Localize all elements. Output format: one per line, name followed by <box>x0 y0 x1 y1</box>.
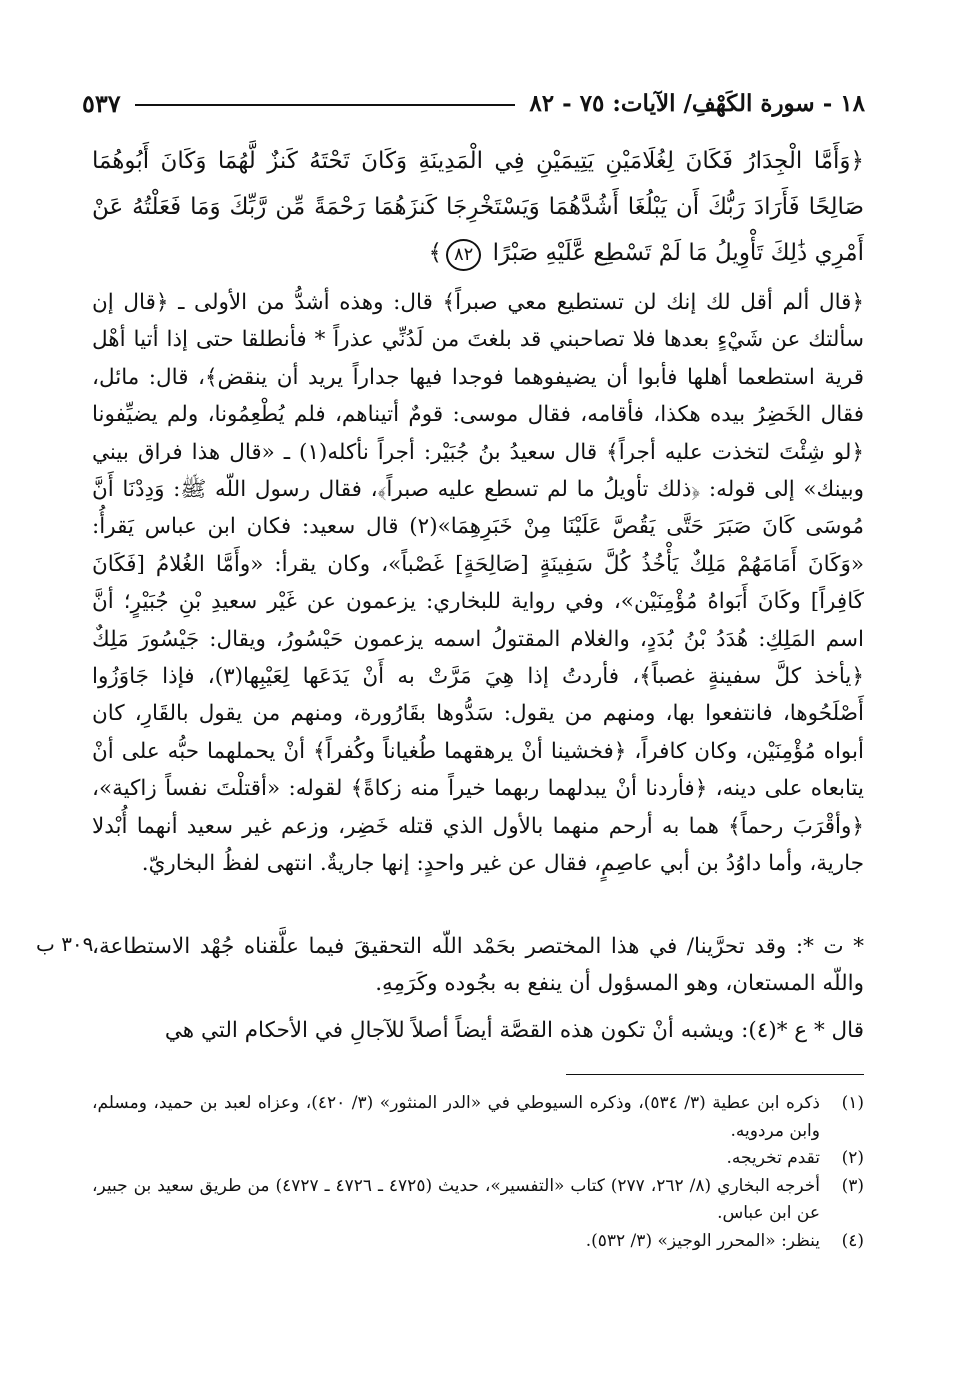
closing-paragraph: قال * ع *(٤): ويشبه أنْ تكون هذه القصَّة أيضاً أصلاً للآجالِ في الأحكام التي هي <box>164 1018 864 1043</box>
quran-verse <box>92 138 864 276</box>
footnote <box>92 1145 864 1173</box>
footnote-number: (٤) <box>841 1230 864 1251</box>
surah-title: ١٨ - سورة الكَهْفِ/ الآيات: ٧٥ - ٨٢ <box>529 89 865 117</box>
footnote-number: (٣) <box>841 1175 864 1196</box>
footnote-text: ذكره ابن عطية (٣/ ٥٣٤)، وذكره السيوطي في «الدر المنثور» (٣/ ٤٢٠)، وعزاه لعبد بن حميد، ومسلم، وابن مردويه. <box>92 1093 820 1141</box>
footnote-text: تقدم تخريجه. <box>726 1148 820 1168</box>
author-note-paragraph: * ت *: وقد تحرَّينا/ في هذا المختصر بحَمْد اللّه التحقيقَ فيما علَّقناه جُهْد الاستطاعة، واللّه المستعان، وهو المسؤول أن ينفع به بجُوده وكَرَمِهِ. <box>92 934 864 996</box>
footnote <box>92 1090 864 1145</box>
commentary-paragraph: ﴿قال ألم أقل لك إنك لن تستطيع معي صبراً﴾ قال: وهذه أشدُّ من الأولى ـ ﴿قال إن سألتك عن شَيْءٍ بعدها فلا تصاحبني قد بلغتَ من لَدُنِّي عذراً * فأنطلقا حتى إذا أتيا أهْل قرية استطعما أهلها فأبوا أن يضيفوهما فوجدا فيها جداراً يريد أن ينقض﴾، قال: مائل، فقال الخَضِرُ بيده هكذا، فأقامه، فقال موسى: قومٌ أتيناهم، فلم يُطْعِمُونا، ولم يضيِّفونا ﴿لو شِئْتَ لتخذت عليه أجراً﴾ قال سعيدُ بنُ جُبَيْر: أجراً نأكله(١) ـ «قال هذا فراق بيني وبينك» إلى قوله: ﴿ذلك تأويلُ ما لم تسطع عليه صبراً﴾، فقال رسول اللّه ﷺ: وَدِدْنَا أَنَّ مُوسَى كَانَ صَبَرَ حَتَّى يَقُصَّ عَلَيْنَا مِنْ خَبَرِهِمَا»(٢) قال سعيد: فكان ابن عباس يَقرأُ: «وَكَانَ أَمَامَهُمْ مَلِكٌ يَأْخُذُ كُلَّ سَفِينَةٍ [صَالِحَةٍ] غَصْباً»، وكان يقرأ: «وأَمَّا الغُلامُ [فَكَانَ كَافِراً] وكَانَ أَبَواهُ مُؤْمِنَيْن»، وفي رواية للبخاري: يزعمون عن غَيْر سعيدِ بْنِ جُبَيْرٍ؛ أنَّ اسم المَلِكِ: هُدَدُ بْنُ بُدَدٍ، والغلام المقتولُ اسمه يزعمون حَيْسُورُ، ويقال: جَيْسُورَ مَلِكٌ ﴿يأخذ كلَّ سفينةٍ غصباً﴾، فأردتُ إذا هِيَ مَرَّتْ به أَنْ يَدَعَها لِعَيْبِها(٣)، فإذا جَاوَزُوا أَصْلَحُوها، فانتفعوا بها، ومنهم من يقول: سَدُّوها بقَارُورة، ومنهم من يقول بالقَارِ، كان أبواه مُؤْمِنَيْن، وكان كافراً، ﴿فخشينا أنْ يرهقهما طُغياناً وكُفراً﴾ أنْ يحملهما حبُّه على أنْ يتابعاه على دينه، ﴿فأردنا أنْ يبدلهما ربهما خيراً منه زكاةً﴾ لقوله: «أقتلْتَ نفساً زاكية»، ﴿وأقْرَبَ رحماً﴾ هما به أرحم منهما بالأول الذي قتله خَضِر، وزعم غير سعيد أنهما أُبْدلا جارية، وأما داوُدُ بن أبي عاصِمٍ، فقال عن غير واحدٍ: إنها جاريةٌ. انتهى لفظُ البخاريّ. <box>92 290 864 877</box>
manuscript-margin-reference: ٣٠٩ ب <box>36 932 94 956</box>
footnote <box>92 1173 864 1228</box>
footnotes <box>92 1090 864 1255</box>
footnote-text: أخرجه البخاري (٨/ ٢٦٢، ٢٧٧) كتاب «التفسير»، حديث (٤٧٢٥ ـ ٤٧٢٦ ـ ٤٧٢٧) من طريق سعيد بن جبير، عن ابن عباس. <box>92 1175 820 1223</box>
footnote-text: ينظر: «المحرر الوجيز» (٣/ ٥٣٢). <box>585 1230 820 1251</box>
footnote-number: (٢) <box>841 1148 864 1168</box>
footnote <box>92 1228 864 1256</box>
verse-text: ﴿وَأَمَّا الْجِدَارُ فَكَانَ لِغُلَامَيْنِ يَتِيمَيْنِ فِي الْمَدِينَةِ وَكَانَ تَحْتَهُ كَنزٌ لَّهُمَا وَكَانَ أَبُوهُمَا صَالِحًا فَأَرَادَ رَبُّكَ أَن يَبْلُغَا أَشُدَّهُمَا وَيَسْتَخْرِجَا كَنزَهُمَا رَحْمَةً مِّن رَّبِّكَ وَمَا فَعَلْتُهُ عَنْ أَمْرِي ذَٰلِكَ تَأْوِيلُ مَا لَمْ تَسْطِع عَّلَيْهِ صَبْرًا <box>92 148 864 266</box>
ayah-number-marker: ٨٢ <box>446 239 481 271</box>
verse-closing-bracket: ﴾ <box>428 240 442 266</box>
running-header <box>82 86 865 120</box>
header-rule <box>135 104 516 106</box>
footnote-separator <box>566 1074 864 1075</box>
page-number: ٥٣٧ <box>82 88 121 118</box>
footnote-number: (١) <box>841 1093 864 1113</box>
